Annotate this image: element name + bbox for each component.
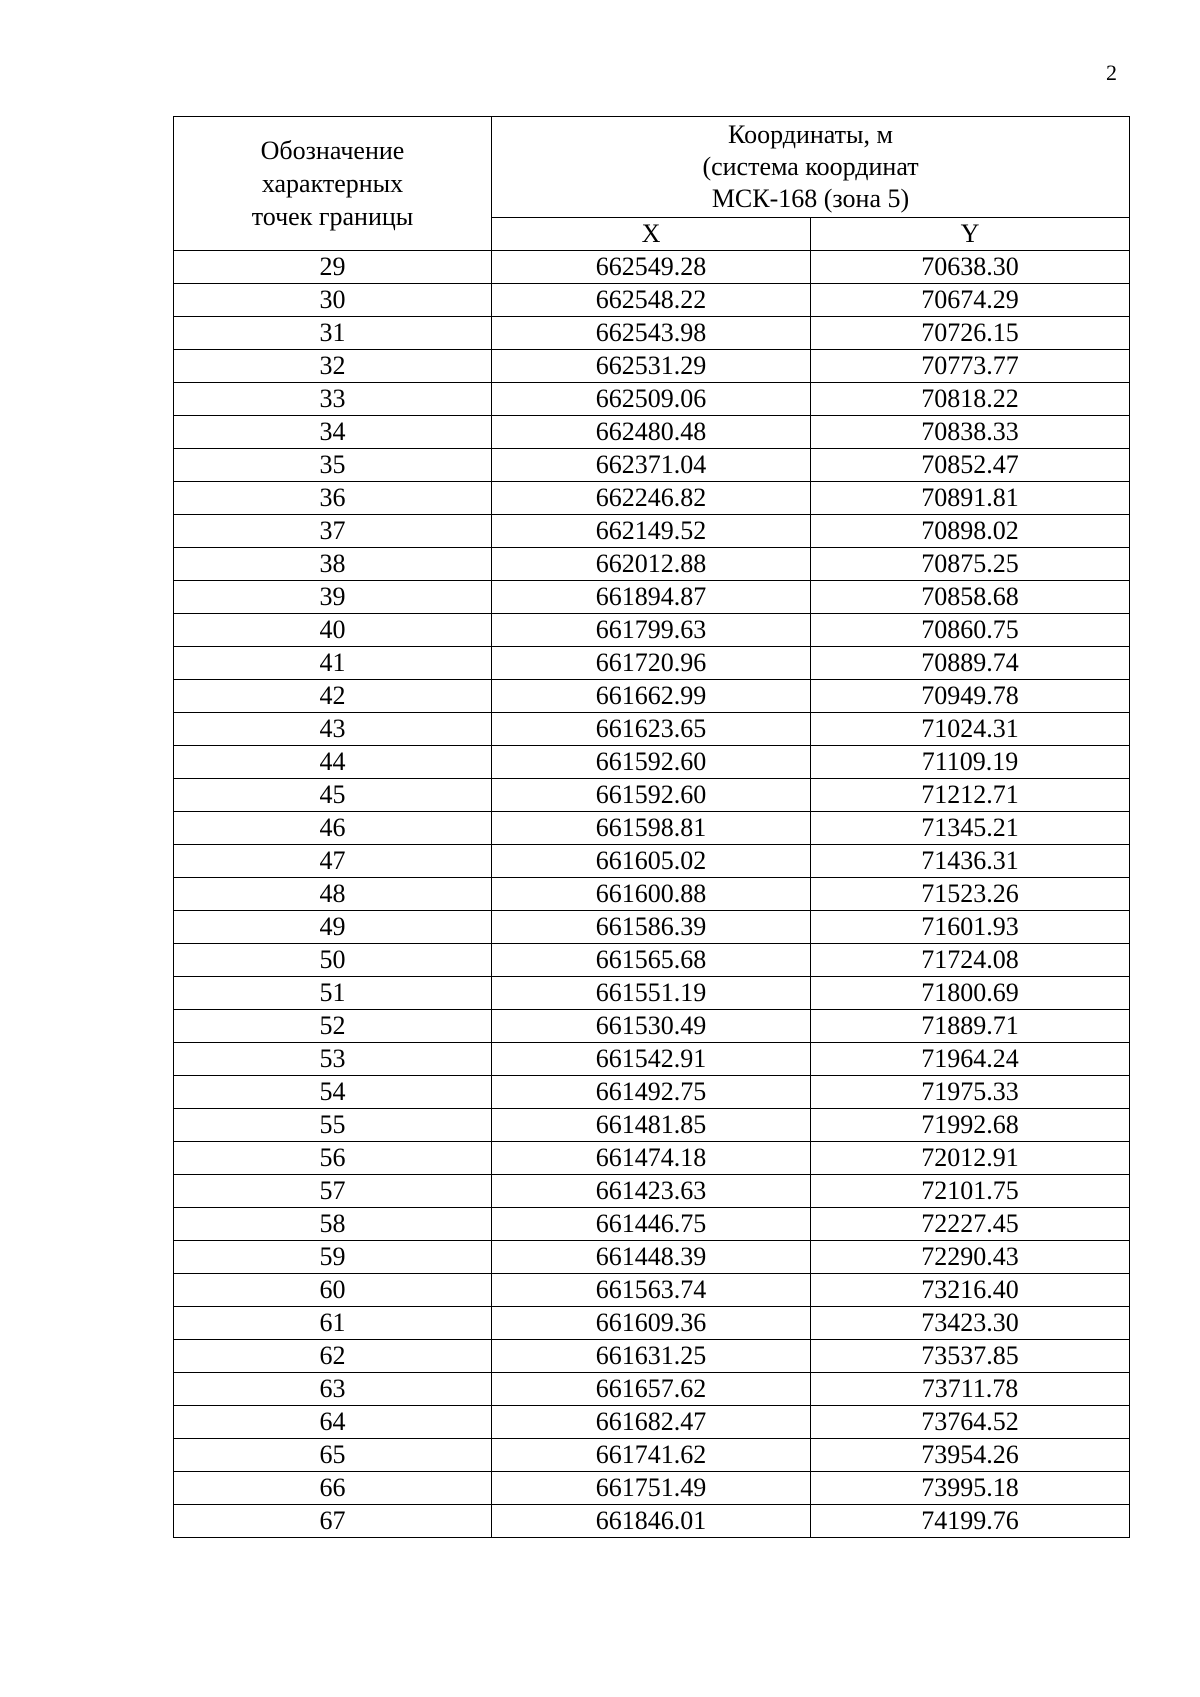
- point-number-cell: 56: [174, 1142, 492, 1175]
- x-coordinate-cell: 662371.04: [492, 449, 811, 482]
- table-row: [174, 1175, 1130, 1208]
- y-column-header: Y: [811, 217, 1130, 251]
- table-row: [174, 581, 1130, 614]
- table-row: [174, 1373, 1130, 1406]
- x-coordinate-cell: 662509.06: [492, 383, 811, 416]
- table-row: [174, 1076, 1130, 1109]
- point-number-cell: 54: [174, 1076, 492, 1109]
- point-number-cell: 33: [174, 383, 492, 416]
- x-coordinate-cell: 661720.96: [492, 647, 811, 680]
- point-number-cell: 59: [174, 1241, 492, 1274]
- x-coordinate-cell: 662548.22: [492, 284, 811, 317]
- y-coordinate-cell: 72012.91: [811, 1142, 1130, 1175]
- point-number-cell: 38: [174, 548, 492, 581]
- table-row: [174, 779, 1130, 812]
- x-coordinate-cell: 662149.52: [492, 515, 811, 548]
- x-coordinate-cell: 661631.25: [492, 1340, 811, 1373]
- page-number: 2: [1106, 60, 1117, 85]
- x-coordinate-cell: 661592.60: [492, 779, 811, 812]
- table-row: [174, 878, 1130, 911]
- y-coordinate-cell: 71601.93: [811, 911, 1130, 944]
- point-number-cell: 62: [174, 1340, 492, 1373]
- point-number-cell: 48: [174, 878, 492, 911]
- y-coordinate-cell: 73537.85: [811, 1340, 1130, 1373]
- table-row: [174, 1439, 1130, 1472]
- y-coordinate-cell: 71964.24: [811, 1043, 1130, 1076]
- x-coordinate-cell: 662543.98: [492, 317, 811, 350]
- point-number-cell: 63: [174, 1373, 492, 1406]
- y-coordinate-cell: 70898.02: [811, 515, 1130, 548]
- point-number-cell: 61: [174, 1307, 492, 1340]
- table-row: [174, 1142, 1130, 1175]
- point-number-cell: 29: [174, 251, 492, 284]
- table-row: [174, 1274, 1130, 1307]
- table-row: [174, 1208, 1130, 1241]
- table-row: [174, 1472, 1130, 1505]
- table-row: [174, 251, 1130, 284]
- table-row: [174, 647, 1130, 680]
- x-coordinate-cell: 661894.87: [492, 581, 811, 614]
- point-number-cell: 58: [174, 1208, 492, 1241]
- table-header: [174, 117, 1130, 251]
- table-row: [174, 1505, 1130, 1538]
- y-coordinate-cell: 71889.71: [811, 1010, 1130, 1043]
- y-coordinate-cell: 71975.33: [811, 1076, 1130, 1109]
- x-coordinate-cell: 662531.29: [492, 350, 811, 383]
- x-coordinate-cell: 661741.62: [492, 1439, 811, 1472]
- y-coordinate-cell: 71800.69: [811, 977, 1130, 1010]
- table-row: [174, 449, 1130, 482]
- x-coordinate-cell: 661448.39: [492, 1241, 811, 1274]
- x-coordinate-cell: 661598.81: [492, 812, 811, 845]
- y-coordinate-cell: 70773.77: [811, 350, 1130, 383]
- x-coordinate-cell: 661623.65: [492, 713, 811, 746]
- point-number-cell: 46: [174, 812, 492, 845]
- y-coordinate-cell: 71345.21: [811, 812, 1130, 845]
- table-row: [174, 1010, 1130, 1043]
- table-row: [174, 416, 1130, 449]
- coordinates-header-line: Координаты, м: [728, 119, 893, 149]
- table-row: [174, 515, 1130, 548]
- coordinates-header-line: МСК-168 (зона 5): [711, 183, 910, 213]
- table-body: [174, 251, 1130, 1538]
- point-number-cell: 55: [174, 1109, 492, 1142]
- x-coordinate-cell: 661530.49: [492, 1010, 811, 1043]
- x-coordinate-cell: 661446.75: [492, 1208, 811, 1241]
- table-row: [174, 284, 1130, 317]
- x-coordinate-cell: 661551.19: [492, 977, 811, 1010]
- y-coordinate-cell: 73216.40: [811, 1274, 1130, 1307]
- table-row: [174, 548, 1130, 581]
- y-coordinate-cell: 71724.08: [811, 944, 1130, 977]
- y-coordinate-cell: 72290.43: [811, 1241, 1130, 1274]
- x-coordinate-cell: 661423.63: [492, 1175, 811, 1208]
- point-number-cell: 40: [174, 614, 492, 647]
- y-coordinate-cell: 70858.68: [811, 581, 1130, 614]
- y-coordinate-cell: 71212.71: [811, 779, 1130, 812]
- x-coordinate-cell: 661846.01: [492, 1505, 811, 1538]
- table-row: [174, 1241, 1130, 1274]
- x-coordinate-cell: 661682.47: [492, 1406, 811, 1439]
- y-coordinate-cell: 73711.78: [811, 1373, 1130, 1406]
- y-coordinate-cell: 70891.81: [811, 482, 1130, 515]
- x-coordinate-cell: 661799.63: [492, 614, 811, 647]
- table-row: [174, 383, 1130, 416]
- table-row: [174, 713, 1130, 746]
- x-coordinate-cell: 661605.02: [492, 845, 811, 878]
- table-row: [174, 1406, 1130, 1439]
- point-designation-header-line: характерных: [261, 169, 404, 198]
- y-coordinate-cell: 70889.74: [811, 647, 1130, 680]
- y-coordinate-cell: 70818.22: [811, 383, 1130, 416]
- table-row: [174, 482, 1130, 515]
- point-number-cell: 64: [174, 1406, 492, 1439]
- table-row: [174, 845, 1130, 878]
- point-designation-header-line: точек границы: [251, 202, 414, 231]
- boundary-points-table: [173, 116, 1130, 1538]
- x-coordinate-cell: 661481.85: [492, 1109, 811, 1142]
- x-coordinate-cell: 661751.49: [492, 1472, 811, 1505]
- point-number-cell: 57: [174, 1175, 492, 1208]
- y-coordinate-cell: 72227.45: [811, 1208, 1130, 1241]
- x-coordinate-cell: 661492.75: [492, 1076, 811, 1109]
- point-number-cell: 37: [174, 515, 492, 548]
- x-coordinate-cell: 662549.28: [492, 251, 811, 284]
- y-coordinate-cell: 71523.26: [811, 878, 1130, 911]
- table-row: [174, 350, 1130, 383]
- y-coordinate-cell: 71109.19: [811, 746, 1130, 779]
- point-number-cell: 65: [174, 1439, 492, 1472]
- table-row: [174, 1043, 1130, 1076]
- point-number-cell: 39: [174, 581, 492, 614]
- x-coordinate-cell: 661542.91: [492, 1043, 811, 1076]
- table-row: [174, 977, 1130, 1010]
- y-coordinate-cell: 70860.75: [811, 614, 1130, 647]
- x-coordinate-cell: 661657.62: [492, 1373, 811, 1406]
- table-row: [174, 1307, 1130, 1340]
- coordinates-header-line: (система координат: [702, 151, 919, 181]
- y-coordinate-cell: 73764.52: [811, 1406, 1130, 1439]
- point-designation-header-line: Обозначение: [260, 136, 405, 165]
- y-coordinate-cell: 71992.68: [811, 1109, 1130, 1142]
- point-number-cell: 67: [174, 1505, 492, 1538]
- table-row: [174, 680, 1130, 713]
- x-coordinate-cell: 661609.36: [492, 1307, 811, 1340]
- x-coordinate-cell: 662480.48: [492, 416, 811, 449]
- x-coordinate-cell: 661474.18: [492, 1142, 811, 1175]
- point-number-cell: 42: [174, 680, 492, 713]
- table-row: [174, 911, 1130, 944]
- x-coordinate-cell: 661600.88: [492, 878, 811, 911]
- x-coordinate-cell: 661565.68: [492, 944, 811, 977]
- y-coordinate-cell: 70852.47: [811, 449, 1130, 482]
- point-number-cell: 34: [174, 416, 492, 449]
- point-number-cell: 51: [174, 977, 492, 1010]
- point-number-cell: 47: [174, 845, 492, 878]
- y-coordinate-cell: 74199.76: [811, 1505, 1130, 1538]
- point-number-cell: 43: [174, 713, 492, 746]
- y-coordinate-cell: 70875.25: [811, 548, 1130, 581]
- point-number-cell: 45: [174, 779, 492, 812]
- y-coordinate-cell: 70638.30: [811, 251, 1130, 284]
- y-coordinate-cell: 71024.31: [811, 713, 1130, 746]
- point-number-cell: 41: [174, 647, 492, 680]
- point-number-cell: 66: [174, 1472, 492, 1505]
- x-coordinate-cell: 661563.74: [492, 1274, 811, 1307]
- table-row: [174, 614, 1130, 647]
- y-coordinate-cell: 73423.30: [811, 1307, 1130, 1340]
- point-number-cell: 31: [174, 317, 492, 350]
- point-number-cell: 53: [174, 1043, 492, 1076]
- y-coordinate-cell: 73954.26: [811, 1439, 1130, 1472]
- table-row: [174, 1109, 1130, 1142]
- point-number-cell: 32: [174, 350, 492, 383]
- table-row: [174, 812, 1130, 845]
- point-number-cell: 44: [174, 746, 492, 779]
- point-number-cell: 52: [174, 1010, 492, 1043]
- point-number-cell: 36: [174, 482, 492, 515]
- y-coordinate-cell: 73995.18: [811, 1472, 1130, 1505]
- point-number-cell: 49: [174, 911, 492, 944]
- x-column-header: X: [492, 217, 811, 251]
- table-row: [174, 746, 1130, 779]
- table-row: [174, 317, 1130, 350]
- point-number-cell: 35: [174, 449, 492, 482]
- coordinates-header: [492, 117, 1130, 218]
- x-coordinate-cell: 662246.82: [492, 482, 811, 515]
- x-coordinate-cell: 661586.39: [492, 911, 811, 944]
- point-number-cell: 50: [174, 944, 492, 977]
- table-row: [174, 1340, 1130, 1373]
- y-coordinate-cell: 70949.78: [811, 680, 1130, 713]
- point-number-cell: 60: [174, 1274, 492, 1307]
- y-coordinate-cell: 70726.15: [811, 317, 1130, 350]
- x-coordinate-cell: 662012.88: [492, 548, 811, 581]
- y-coordinate-cell: 70674.29: [811, 284, 1130, 317]
- point-number-cell: 30: [174, 284, 492, 317]
- table-row: [174, 944, 1130, 977]
- point-designation-header: [174, 117, 492, 251]
- y-coordinate-cell: 72101.75: [811, 1175, 1130, 1208]
- x-coordinate-cell: 661662.99: [492, 680, 811, 713]
- y-coordinate-cell: 71436.31: [811, 845, 1130, 878]
- y-coordinate-cell: 70838.33: [811, 416, 1130, 449]
- x-coordinate-cell: 661592.60: [492, 746, 811, 779]
